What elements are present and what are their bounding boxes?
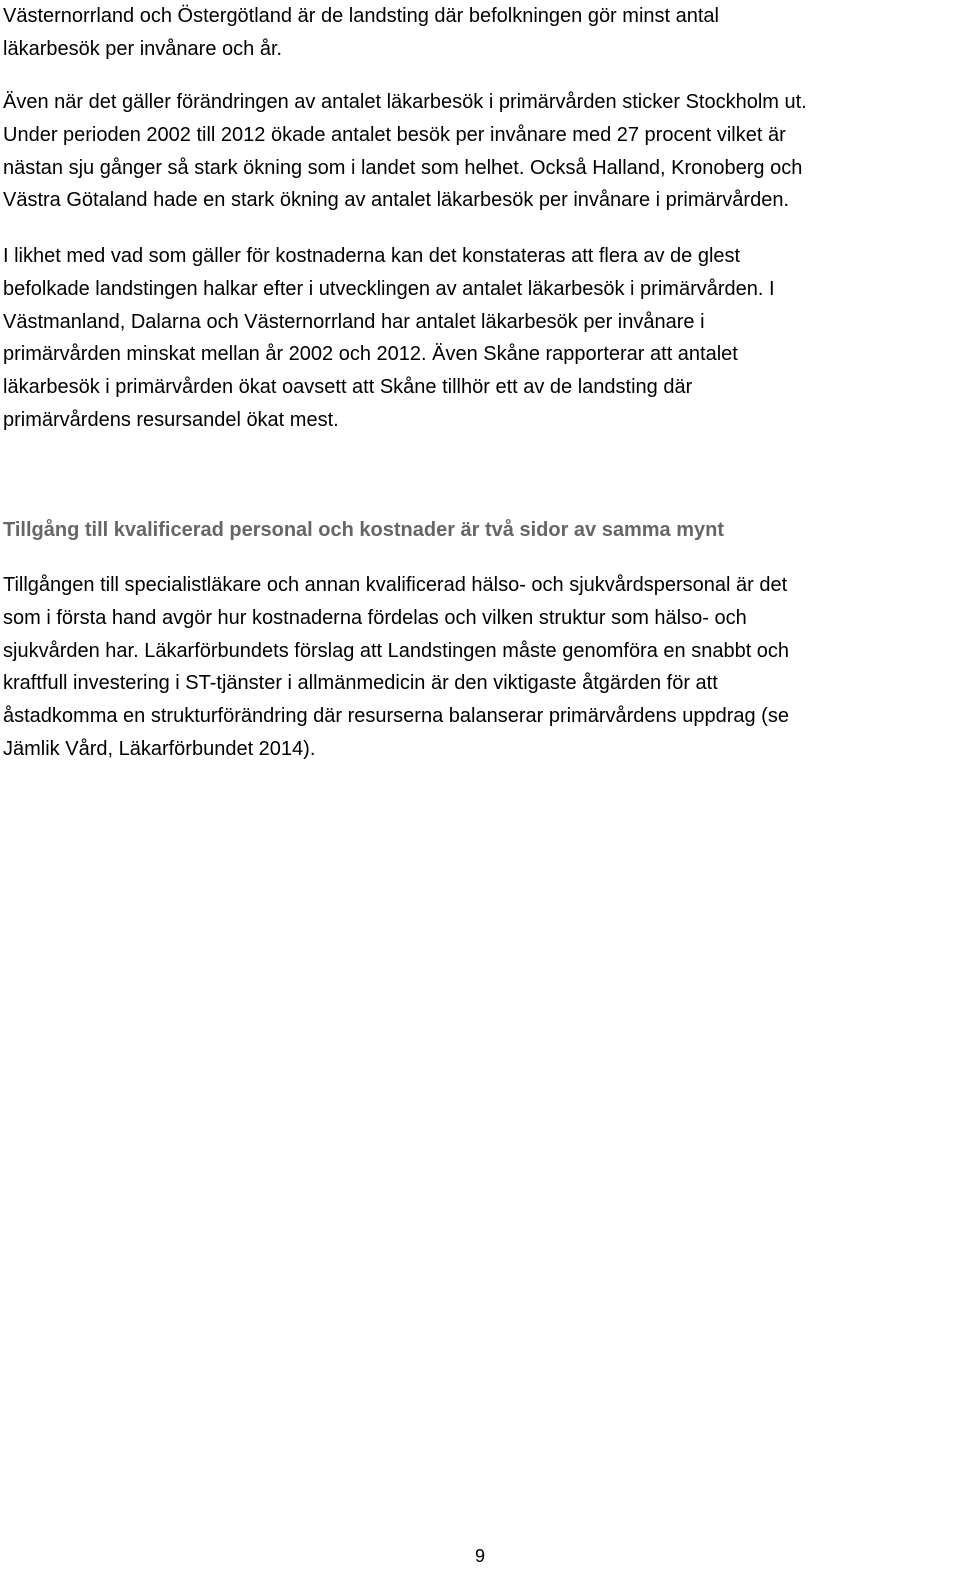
text-line: nästan sju gånger så stark ökning som i landet som helhet. Också Halland, Kronoberg och [3,156,803,179]
text-line: åstadkomma en strukturförändring där resurserna balanserar primärvårdens uppdrag (se [3,705,789,728]
page-number: 9 [474,1546,485,1566]
text-line: Jämlik Vård, Läkarförbundet 2014). [3,737,316,760]
text-line: befolkade landstingen halkar efter i utvecklingen av antalet läkarbesök i primärvården. I [3,277,775,300]
text-line: kraftfull investering i ST-tjänster i allmänmedicin är den viktigaste åtgärden för att [3,672,718,695]
text-line: Västmanland, Dalarna och Västernorrland har antalet läkarbesök per invånare i [3,310,705,333]
text-line: som i första hand avgör hur kostnaderna fördelas och vilken struktur som hälso- och [3,606,747,629]
paragraph-2 [3,86,807,217]
text-line: primärvårdens resursandel ökat mest. [3,408,339,431]
text-line: läkarbesök per invånare och år. [3,37,283,60]
text-line: sjukvården har. Läkarförbundets förslag att Landstingen måste genomföra en snabbt och [3,639,790,662]
text-line: Västernorrland och Östergötland är de landsting där befolkningen gör minst antal [3,5,719,27]
text-line: Under perioden 2002 till 2012 ökade antalet besök per invånare med 27 procent vilket är [3,123,786,146]
paragraph-1 [3,0,719,66]
text-line: läkarbesök i primärvården ökat oavsett att Skåne tillhör ett av de landsting där [3,376,693,399]
text-line: Även när det gäller förändringen av antalet läkarbesök i primärvården sticker Stockholm ut. [3,91,807,113]
paragraph-3 [3,240,775,437]
section-heading: Tillgång till kvalificerad personal och kostnader är två sidor av samma mynt [3,519,724,541]
section-paragraph [3,569,789,766]
text-line: Tillgången till specialistläkare och annan kvalificerad hälso- och sjukvårdspersonal är det [3,574,788,596]
text-line: primärvården minskat mellan år 2002 och 2012. Även Skåne rapporterar att antalet [3,343,738,366]
text-line: I likhet med vad som gäller för kostnaderna kan det konstateras att flera av de glest [3,245,741,267]
text-line: Västra Götaland hade en stark ökning av antalet läkarbesök per invånare i primärvården. [3,189,790,212]
